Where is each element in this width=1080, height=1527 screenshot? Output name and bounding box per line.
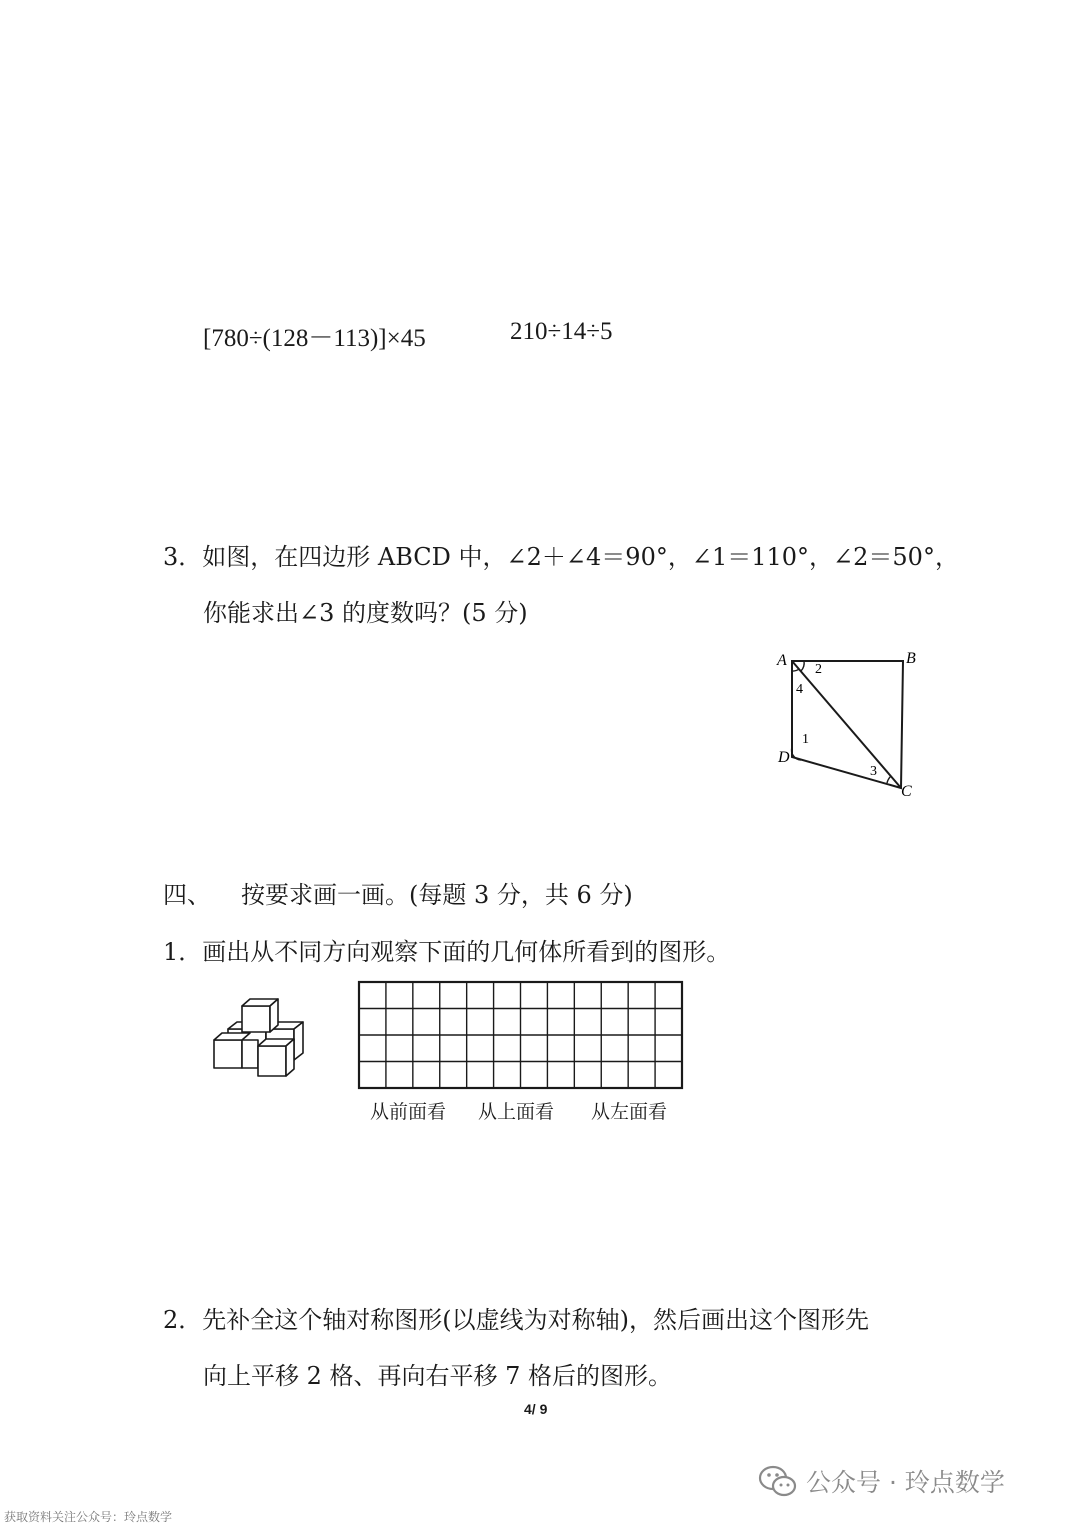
angle-3-arc [887, 776, 891, 783]
section-4-number: 四、 [163, 881, 211, 909]
watermark [758, 1463, 1005, 1499]
label-front-view: 从前面看 [370, 1101, 447, 1123]
q3-line-2: 你能求出∠3 的度数吗？(5 分) [203, 599, 528, 627]
q4-1-text: 1．画出从不同方向观察下面的几何体所看到的图形。 [163, 938, 731, 966]
label-left-view: 从左面看 [591, 1101, 668, 1123]
label-angle-1: 1 [802, 732, 809, 747]
expression-1: [780÷(128－113)]×45 [203, 325, 426, 352]
drawing-grid[interactable] [357, 980, 685, 1092]
cube-solid-figure [208, 998, 313, 1080]
label-a: A [777, 652, 787, 669]
expression-2: 210÷14÷5 [510, 318, 613, 345]
angle-2-arc [801, 661, 804, 671]
label-b: B [906, 650, 916, 667]
watermark-text: 公众号 · 玲点数学 [806, 1468, 1005, 1497]
q4-2-line-2: 向上平移 2 格、再向右平移 7 格后的图形。 [203, 1362, 673, 1390]
label-angle-4: 4 [796, 682, 803, 697]
label-angle-2: 2 [815, 662, 822, 677]
diagonal-ac [792, 661, 901, 788]
footer-note: 获取资料关注公众号：玲点数学 [4, 1510, 173, 1524]
label-d: D [778, 749, 790, 766]
label-c: C [901, 783, 912, 800]
quadrilateral-figure [770, 645, 930, 805]
label-top-view: 从上面看 [478, 1101, 555, 1123]
page-number: 4/ 9 [524, 1401, 548, 1417]
wechat-icon [758, 1464, 798, 1498]
q3-line-1: 3．如图，在四边形 ABCD 中，∠2＋∠4＝90°，∠1＝110°，∠2＝50°， [163, 543, 959, 571]
label-angle-3: 3 [870, 764, 877, 779]
angle-4-arc [792, 669, 799, 671]
q4-2-line-1: 2．先补全这个轴对称图形(以虚线为对称轴)，然后画出这个图形先 [163, 1306, 869, 1334]
section-4-title: 按要求画一画。(每题 3 分，共 6 分) [241, 881, 633, 909]
